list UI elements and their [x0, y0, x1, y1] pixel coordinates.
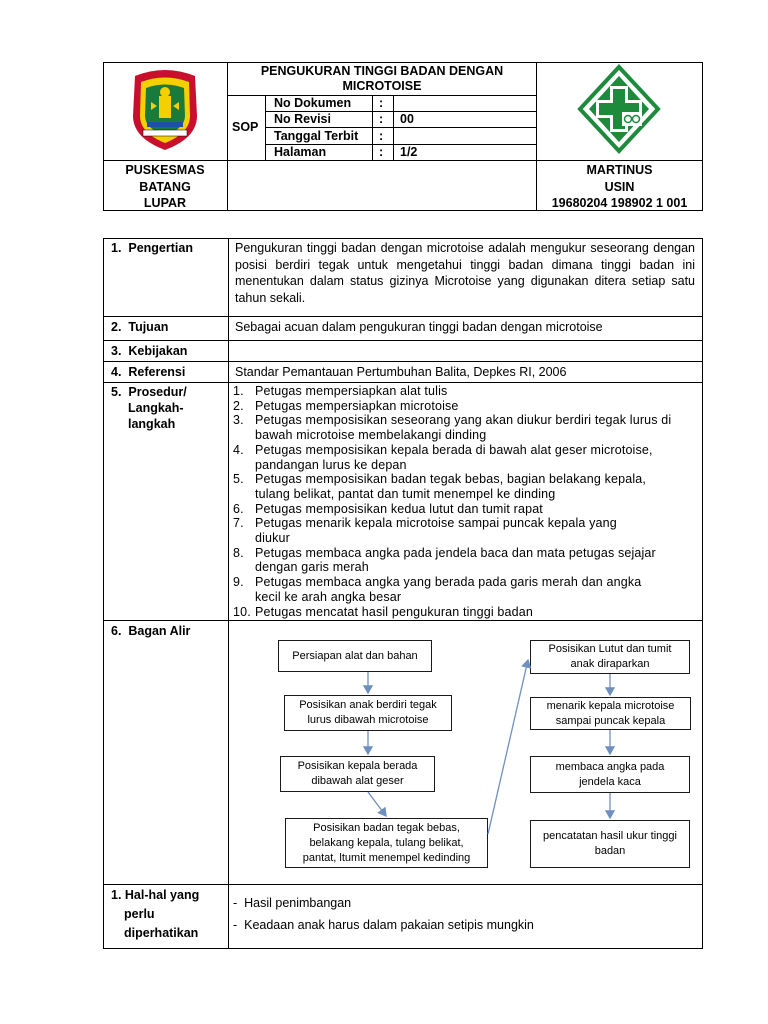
- flow-box-pencatatan: pencatatan hasil ukur tinggi badan: [530, 820, 690, 868]
- text-referensi: Standar Pemantauan Pertumbuhan Balita, Depkes RI, 2006: [235, 365, 567, 379]
- label-hal-hal: 1. Hal-hal yang perlu diperhatikan: [111, 888, 200, 940]
- procedure-step: 8. Petugas membaca angka pada jendela baca dan mata petugas sejajar dengan garis merah: [233, 545, 656, 575]
- hal-item-1: - Hasil penimbangan: [233, 896, 352, 910]
- hal-item-2: - Keadaan anak harus dalam pakaian setipis mungkin: [233, 918, 534, 932]
- flow-box-kepala: Posisikan kepala berada dibawah alat geser: [280, 756, 435, 792]
- procedure-step: 4. Petugas memposisikan kepala berada di bawah alat geser microtoise, pandangan lurus ke depan: [233, 442, 653, 472]
- flow-box-persiapan: Persiapan alat dan bahan: [278, 640, 432, 672]
- field-sep: :: [379, 129, 384, 143]
- label-prosedur: 5. Prosedur/ Langkah- langkah: [111, 385, 187, 431]
- field-label-no-dokumen: No Dokumen: [274, 96, 352, 110]
- label-tujuan: 2. Tujuan: [111, 320, 169, 334]
- procedure-step: 3. Petugas memposisikan seseorang yang akan diukur berdiri tegak lurus di bawah microtoise membelakangi dinding: [233, 413, 672, 443]
- regional-emblem-logo: [125, 66, 205, 152]
- signer-block: MARTINUS USIN 19680204 198902 1 001: [551, 163, 688, 210]
- procedure-step: 10. Petugas mencatat hasil pengukuran tinggi badan: [233, 604, 533, 619]
- field-label-halaman: Halaman: [274, 145, 327, 159]
- field-label-tanggal-terbit: Tanggal Terbit: [274, 129, 359, 143]
- flow-box-membaca: membaca angka pada jendela kaca: [530, 756, 690, 793]
- document-title: PENGUKURAN TINGGI BADAN DENGAN MICROTOISE: [260, 64, 504, 93]
- sop-label: SOP: [232, 120, 259, 134]
- label-referensi: 4. Referensi: [111, 365, 186, 379]
- label-bagan-alir: 6. Bagan Alir: [111, 624, 191, 638]
- field-value-halaman: 1/2: [400, 145, 418, 159]
- procedure-step: 7. Petugas menarik kepala microtoise sampai puncak kepala yang diukur: [233, 516, 617, 546]
- procedure-step: 1. Petugas mempersiapkan alat tulis: [233, 384, 448, 398]
- procedure-step: 9. Petugas membaca angka yang berada pada garis merah dan angka kecil ke arah angka besar: [233, 575, 642, 604]
- field-sep: :: [379, 112, 384, 126]
- label-pengertian: 1. Pengertian: [111, 241, 193, 255]
- org-name: PUSKESMAS BATANG LUPAR: [125, 163, 205, 210]
- steps-list: [233, 384, 698, 619]
- flow-box-lutut: Posisikan Lutut dan tumit anak diraparkan: [530, 640, 690, 674]
- field-sep: :: [379, 145, 384, 159]
- flow-box-berdiri-tegak: Posisikan anak berdiri tegak lurus dibawah microtoise: [284, 695, 452, 731]
- field-sep: :: [379, 96, 384, 110]
- field-label-no-revisi: No Revisi: [274, 112, 331, 126]
- flow-box-badan: Posisikan badan tegak bebas, belakang kepala, tulang belikat, pantat, ltumit menempel kedinding: [285, 818, 488, 868]
- procedure-step: 6. Petugas memposisikan kedua lutut dan tumit rapat: [233, 501, 543, 516]
- text-pengertian: Pengukuran tinggi badan dengan microtoise adalah mengukur seseorang dengan posisi berdiri tegak untuk mengetahui tinggi badan dimana tinggi badan ini menentukan dalam status gizinya Microtoise yang digunakan ditera setiap satu tahun sekali.: [235, 241, 695, 305]
- text-tujuan: Sebagai acuan dalam pengukuran tinggi badan dengan microtoise: [235, 320, 603, 334]
- puskesmas-logo: [576, 64, 662, 154]
- procedure-step: 2. Petugas mempersiapkan microtoise: [233, 398, 459, 413]
- flow-box-menarik-kepala: menarik kepala microtoise sampai puncak kepala: [530, 697, 691, 730]
- field-value-no-revisi: 00: [400, 112, 414, 126]
- label-kebijakan: 3. Kebijakan: [111, 344, 188, 358]
- procedure-step: 5. Petugas memposisikan badan tegak bebas, bagian belakang kepala, tulang belikat, pantat dan tumit menempel ke dinding: [233, 472, 646, 501]
